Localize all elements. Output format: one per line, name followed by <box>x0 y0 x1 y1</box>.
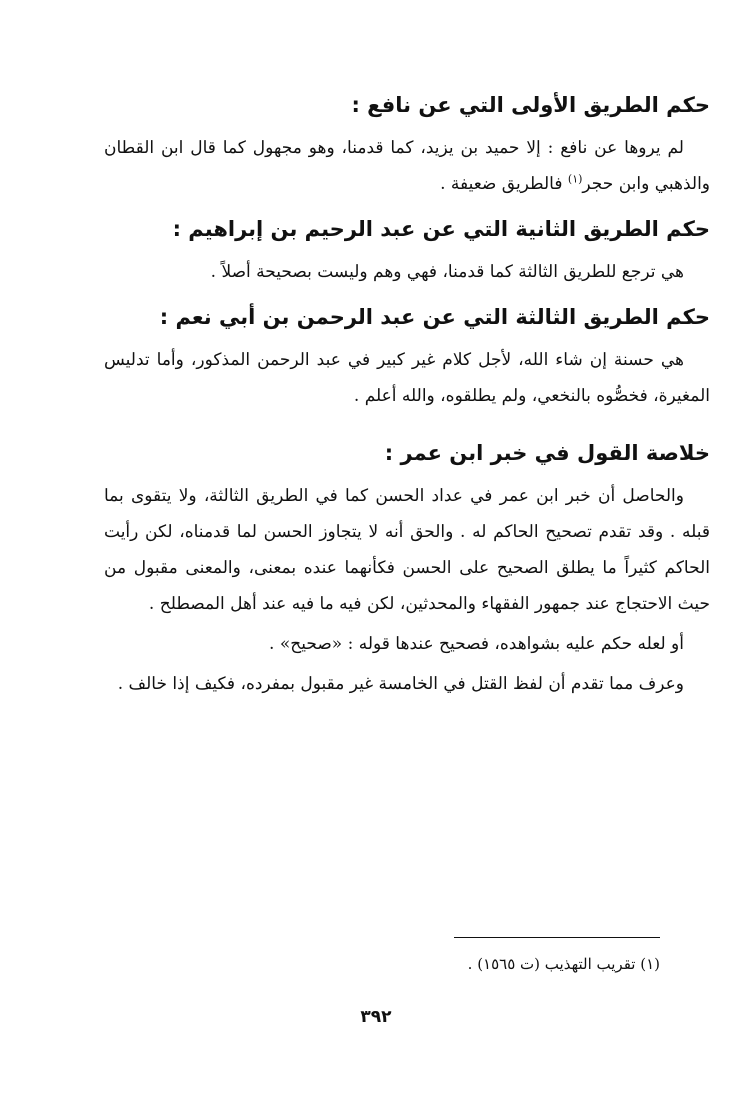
page-body <box>104 88 710 702</box>
paragraph: أو لعله حكم عليه بشواهده، فصحيح عندها قوله : «صحيح» . <box>269 634 684 654</box>
paragraph <box>104 130 710 202</box>
section-heading: حكم الطريق الثانية التي عن عبد الرحيم بن إبراهيم : <box>172 217 710 241</box>
paragraph-text-part: لم يروها عن نافع : إلا حميد بن يزيد، كما قدمنا، وهو مجهول كما قال ابن القطان والذهبي وابن حجر <box>104 138 710 194</box>
section-heading: خلاصة القول في خبر ابن عمر : <box>384 441 710 465</box>
footnote-divider <box>454 937 660 938</box>
footnote-reference: (١) <box>567 172 583 186</box>
paragraph-text-part: فالطريق ضعيفة . <box>440 174 568 194</box>
paragraph: والحاصل أن خبر ابن عمر في عداد الحسن كما في الطريق الثالثة، ولا يتقوى بما قبله . وقد تقدم تصحيح الحاكم له . والحق أنه لا يتجاوز الحسن لما قدمناه، لكن رأيت الحاكم كثيراً ما يطلق الصحيح على الحسن فكأنهما عنده بمعنى، والمعنى مقبول من حيث الاحتجاج عند جمهور الفقهاء والمحدثين، لكن فيه ما فيه عند أهل المصطلح . <box>104 486 710 614</box>
paragraph: هي ترجع للطريق الثالثة كما قدمنا، فهي وهم وليست بصحيحة أصلاً . <box>210 262 684 282</box>
section-heading: حكم الطريق الثالثة التي عن عبد الرحمن بن أبي نعم : <box>159 305 710 329</box>
footnote: (١) تقريب التهذيب (ت ١٥٦٥) . <box>467 955 660 973</box>
paragraph: هي حسنة إن شاء الله، لأجل كلام غير كبير في عبد الرحمن المذكور، وأما تدليس المغيرة، فخصُّوه بالنخعي، ولم يطلقوه، والله أعلم . <box>104 350 710 406</box>
paragraph: وعرف مما تقدم أن لفظ القتل في الخامسة غير مقبول بمفرده، فكيف إذا خالف . <box>117 674 684 694</box>
page-number: ٣٩٢ <box>360 1007 392 1027</box>
section-heading: حكم الطريق الأولى التي عن نافع : <box>351 93 710 117</box>
